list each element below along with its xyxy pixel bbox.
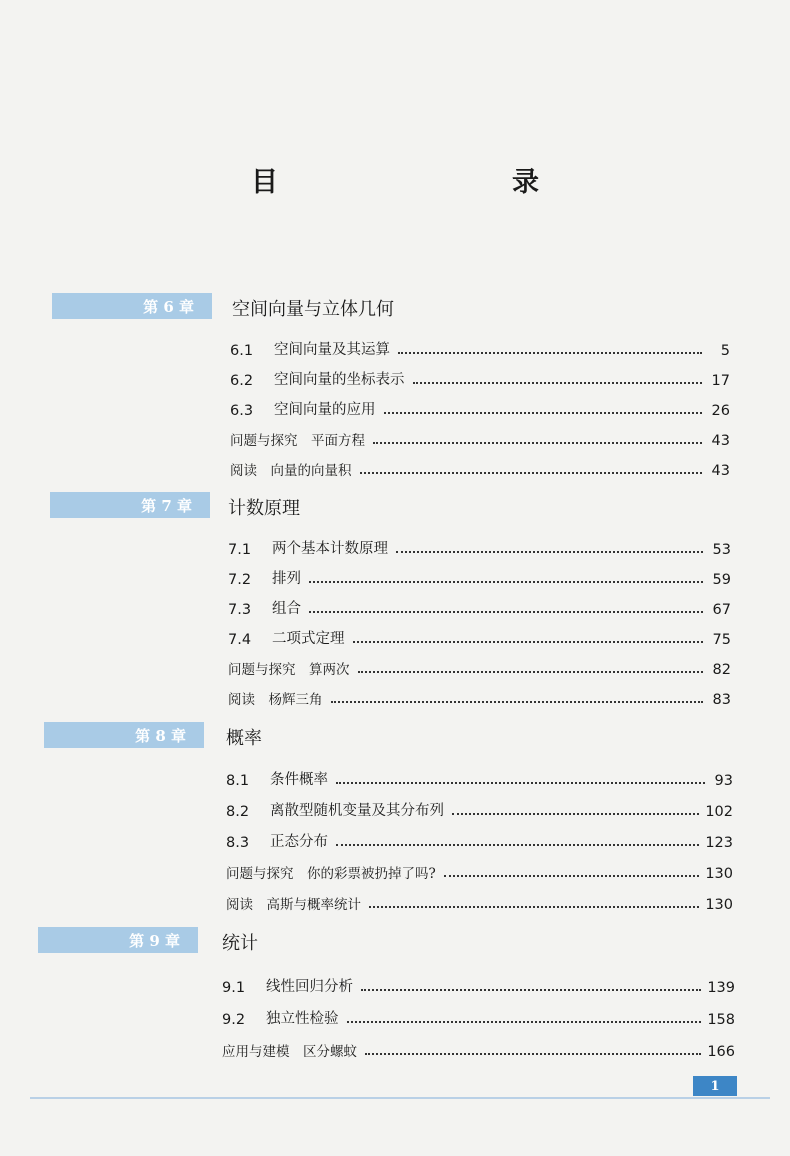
entry-title: 阅读 向量的向量积 xyxy=(230,463,352,479)
entry-number: 7.4 xyxy=(228,632,252,648)
toc-entry[interactable] xyxy=(226,891,733,913)
page-title: 目 录 xyxy=(251,167,599,198)
entry-page: 93 xyxy=(714,773,733,789)
entry-page: 43 xyxy=(711,463,730,479)
entry-title: 空间向量的坐标表示 xyxy=(274,372,405,388)
entry-number: 8.3 xyxy=(226,835,250,851)
chapter-title: 空间向量与立体几何 xyxy=(232,299,394,320)
dot-leader xyxy=(353,640,704,643)
entry-title: 问题与探究 平面方程 xyxy=(230,433,365,449)
entry-number: 7.3 xyxy=(228,602,252,618)
entry-page: 17 xyxy=(711,373,730,389)
dot-leader xyxy=(361,988,701,991)
entry-number: 6.1 xyxy=(230,343,254,359)
entry-title: 组合 xyxy=(272,601,301,617)
chapter-title: 概率 xyxy=(226,728,262,749)
toc-entry[interactable] xyxy=(226,860,733,882)
entry-title: 离散型随机变量及其分布列 xyxy=(270,803,444,819)
entry-page: 130 xyxy=(705,897,733,913)
dot-leader xyxy=(309,610,703,613)
entry-number: 9.2 xyxy=(222,1012,246,1028)
entry-title: 二项式定理 xyxy=(272,631,345,647)
dot-leader xyxy=(360,471,703,474)
entry-page: 83 xyxy=(712,692,731,708)
entry-title: 阅读 高斯与概率统计 xyxy=(226,897,361,913)
entry-title: 阅读 杨辉三角 xyxy=(228,692,323,708)
toc-entry[interactable] xyxy=(226,767,733,789)
toc-entry[interactable] xyxy=(228,566,731,588)
toc-entry[interactable] xyxy=(230,367,730,389)
dot-leader xyxy=(373,441,702,444)
dot-leader xyxy=(452,812,699,815)
entry-title: 条件概率 xyxy=(270,772,328,788)
entry-title: 空间向量及其运算 xyxy=(274,342,390,358)
entry-title: 应用与建模 区分螺蚊 xyxy=(222,1044,357,1060)
chapter-badge: 第 7 章 xyxy=(50,492,210,518)
entry-page: 5 xyxy=(720,343,730,359)
entry-title: 问题与探究 你的彩票被扔掉了吗? xyxy=(226,866,436,882)
toc-entry[interactable] xyxy=(230,427,730,449)
entry-page: 67 xyxy=(712,602,731,618)
toc-entry[interactable] xyxy=(230,337,730,359)
entry-page: 158 xyxy=(707,1012,735,1028)
dot-leader xyxy=(358,670,704,673)
entry-page: 102 xyxy=(705,804,733,820)
entry-number: 7.2 xyxy=(228,572,252,588)
toc-entry[interactable] xyxy=(230,457,730,479)
toc-entry[interactable] xyxy=(228,536,731,558)
entry-title: 问题与探究 算两次 xyxy=(228,662,350,678)
entry-number: 6.3 xyxy=(230,403,254,419)
chapter-title: 计数原理 xyxy=(228,498,300,519)
chapter-badge: 第 6 章 xyxy=(52,293,212,319)
entry-page: 53 xyxy=(712,542,731,558)
toc-entry[interactable] xyxy=(228,686,731,708)
entry-page: 123 xyxy=(705,835,733,851)
dot-leader xyxy=(413,381,703,384)
entry-number: 6.2 xyxy=(230,373,254,389)
dot-leader xyxy=(365,1052,701,1055)
entry-page: 166 xyxy=(707,1044,735,1060)
entry-page: 43 xyxy=(711,433,730,449)
dot-leader xyxy=(336,781,705,784)
dot-leader xyxy=(396,550,703,553)
chapter-badge: 第 9 章 xyxy=(38,927,198,953)
dot-leader xyxy=(444,874,700,877)
dot-leader xyxy=(309,580,703,583)
toc-entry[interactable] xyxy=(226,829,733,851)
toc-entry[interactable] xyxy=(230,397,730,419)
entry-number: 9.1 xyxy=(222,980,246,996)
entry-page: 139 xyxy=(707,980,735,996)
entry-title: 排列 xyxy=(272,571,301,587)
toc-entry[interactable] xyxy=(222,1006,735,1028)
chapter-title: 统计 xyxy=(222,933,258,954)
entry-number: 7.1 xyxy=(228,542,252,558)
toc-entry[interactable] xyxy=(222,974,735,996)
footer-rule xyxy=(30,1097,770,1099)
dot-leader xyxy=(384,411,703,414)
entry-number: 8.1 xyxy=(226,773,250,789)
toc-entry[interactable] xyxy=(228,596,731,618)
entry-page: 130 xyxy=(705,866,733,882)
toc-entry[interactable] xyxy=(228,626,731,648)
entry-title: 独立性检验 xyxy=(266,1011,339,1027)
entry-title: 线性回归分析 xyxy=(266,979,353,995)
entry-title: 空间向量的应用 xyxy=(274,402,376,418)
entry-page: 82 xyxy=(712,662,731,678)
dot-leader xyxy=(336,843,699,846)
entry-title: 两个基本计数原理 xyxy=(272,541,388,557)
dot-leader xyxy=(347,1020,702,1023)
entry-number: 8.2 xyxy=(226,804,250,820)
dot-leader xyxy=(331,700,704,703)
page-number: 1 xyxy=(693,1076,737,1096)
toc-entry[interactable] xyxy=(226,798,733,820)
chapter-badge: 第 8 章 xyxy=(44,722,204,748)
entry-title: 正态分布 xyxy=(270,834,328,850)
dot-leader xyxy=(369,905,699,908)
dot-leader xyxy=(398,351,702,354)
entry-page: 75 xyxy=(712,632,731,648)
entry-page: 26 xyxy=(711,403,730,419)
toc-entry[interactable] xyxy=(222,1038,735,1060)
entry-page: 59 xyxy=(712,572,731,588)
toc-entry[interactable] xyxy=(228,656,731,678)
